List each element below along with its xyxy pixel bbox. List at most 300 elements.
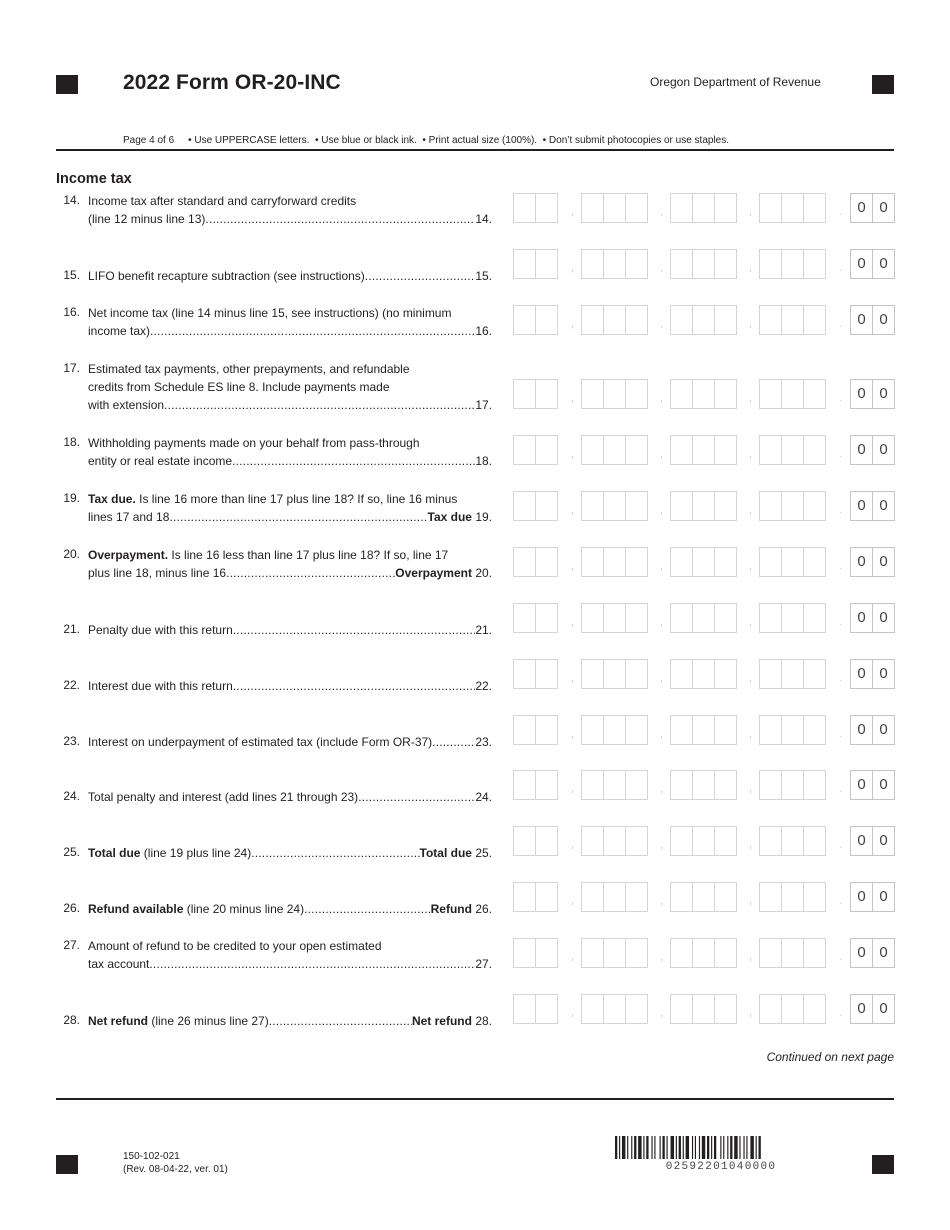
digit-cell[interactable] [536,380,557,408]
digit-cell[interactable] [693,660,715,688]
digit-cell[interactable] [760,883,782,911]
digit-cell[interactable] [782,250,804,278]
digit-group[interactable] [513,882,558,912]
digit-cell[interactable] [604,604,626,632]
digit-group[interactable] [670,882,737,912]
digit-cell[interactable] [626,660,647,688]
digit-cell[interactable] [804,771,825,799]
separator-decimal: . [839,560,843,572]
separator-comma: , [571,318,575,330]
digit-cell[interactable] [715,771,736,799]
digit-cell[interactable] [715,660,736,688]
digit-cell[interactable] [671,380,693,408]
digit-cell[interactable] [514,771,536,799]
digit-cell[interactable] [715,250,736,278]
digit-cell[interactable] [582,604,604,632]
digit-cell[interactable] [582,306,604,334]
digit-group[interactable] [581,305,648,335]
footer-divider [56,1098,894,1100]
digit-cell[interactable] [760,771,782,799]
digit-cell[interactable] [715,194,736,222]
digit-cell[interactable] [760,250,782,278]
digit-group[interactable] [513,193,558,223]
digit-cell[interactable] [671,883,693,911]
digit-cell[interactable] [536,660,557,688]
digit-cell[interactable] [604,492,626,520]
digit-cell[interactable] [536,883,557,911]
amount-field[interactable] [513,770,897,802]
digit-cell[interactable] [514,827,536,855]
digit-cell[interactable] [760,827,782,855]
digit-cell[interactable] [760,380,782,408]
digit-cell[interactable] [693,250,715,278]
digit-cell[interactable] [782,995,804,1023]
digit-cell[interactable] [804,604,825,632]
separator-decimal: . [839,616,843,628]
digit-group[interactable] [581,491,648,521]
instruction-no-photocopies: • Don’t submit photocopies or use staples. [542,135,730,146]
digit-cell[interactable] [715,548,736,576]
cents-digit: 0 [879,776,888,793]
line-number: 16. [63,305,80,319]
digit-group[interactable] [759,882,826,912]
digit-group[interactable] [513,249,558,279]
digit-group[interactable] [513,826,558,856]
digit-cell[interactable] [626,250,647,278]
separator-decimal: . [839,1007,843,1019]
digit-cell[interactable] [626,548,647,576]
line-end-number: 24. [475,790,492,804]
digit-group[interactable] [759,193,826,223]
line-bold-label: Total due [88,846,141,860]
digit-cell[interactable] [693,194,715,222]
line-description [88,304,492,340]
separator-comma: , [749,262,753,274]
digit-group[interactable] [513,603,558,633]
amount-field[interactable] [513,547,897,579]
amount-field[interactable] [513,603,897,635]
digit-group[interactable] [759,435,826,465]
digit-group[interactable] [670,379,737,409]
digit-group[interactable] [581,826,648,856]
digit-group[interactable] [759,305,826,335]
digit-cell[interactable] [536,995,557,1023]
digit-cell[interactable] [715,939,736,967]
line-end-number: 23. [475,735,492,749]
digit-cell[interactable] [536,194,557,222]
dot-leader [233,621,476,639]
form-revision: (Rev. 08-04-22, ver. 01) [123,1164,228,1175]
digit-cell[interactable] [715,716,736,744]
digit-group[interactable] [581,435,648,465]
digit-group[interactable] [670,193,737,223]
digit-group[interactable] [759,603,826,633]
digit-cell[interactable] [782,716,804,744]
barcode-bar [643,1136,644,1159]
digit-group[interactable] [670,491,737,521]
digit-cell[interactable] [582,716,604,744]
digit-cell[interactable] [582,194,604,222]
digit-cell[interactable] [671,250,693,278]
digit-cell[interactable] [715,995,736,1023]
digit-cell[interactable] [536,604,557,632]
digit-cell[interactable] [582,660,604,688]
digit-cell[interactable] [626,995,647,1023]
digit-cell[interactable] [626,380,647,408]
digit-cell[interactable] [804,660,825,688]
digit-cell[interactable] [604,939,626,967]
line-end-label: Net refund [411,1014,472,1028]
digit-cell[interactable] [514,250,536,278]
digit-cell[interactable] [671,604,693,632]
digit-group[interactable] [759,715,826,745]
digit-cell[interactable] [536,716,557,744]
digit-cell[interactable] [804,716,825,744]
digit-cell[interactable] [760,939,782,967]
digit-cell[interactable] [760,604,782,632]
digit-group[interactable] [581,379,648,409]
digit-group[interactable] [581,882,648,912]
digit-cell[interactable] [536,548,557,576]
line-number: 22. [63,678,80,692]
barcode-bar [638,1136,641,1159]
digit-cell[interactable] [536,827,557,855]
amount-field[interactable] [513,379,897,411]
digit-cell[interactable] [582,939,604,967]
digit-group[interactable] [759,938,826,968]
digit-cell[interactable] [671,827,693,855]
digit-cell[interactable] [514,380,536,408]
amount-field[interactable] [513,305,897,337]
digit-cell[interactable] [626,771,647,799]
digit-group[interactable] [581,547,648,577]
description-row [88,1012,492,1030]
barcode-bar [634,1136,636,1159]
digit-cell[interactable] [604,250,626,278]
digit-group[interactable] [670,770,737,800]
amount-field[interactable] [513,193,897,225]
digit-cell[interactable] [715,604,736,632]
barcode-bar [702,1136,705,1159]
digit-group[interactable] [670,249,737,279]
digit-group[interactable] [513,491,558,521]
separator-comma: , [749,951,753,963]
digit-cell[interactable] [804,548,825,576]
amount-field[interactable] [513,715,897,747]
amount-field[interactable] [513,882,897,914]
digit-group[interactable] [670,659,737,689]
amount-field[interactable] [513,491,897,523]
cents-box [850,379,895,409]
digit-cell[interactable] [514,883,536,911]
digit-group[interactable] [670,994,737,1024]
digit-cell[interactable] [671,548,693,576]
digit-cell[interactable] [671,306,693,334]
digit-group[interactable] [759,249,826,279]
digit-cell[interactable] [514,995,536,1023]
digit-group[interactable] [581,938,648,968]
digit-group[interactable] [670,547,737,577]
digit-cell[interactable] [693,492,715,520]
digit-cell[interactable] [804,250,825,278]
digit-cell[interactable] [760,660,782,688]
digit-cell[interactable] [582,380,604,408]
digit-group[interactable] [759,379,826,409]
digit-cell[interactable] [626,604,647,632]
description-row [88,490,492,508]
digit-cell[interactable] [514,716,536,744]
digit-cell[interactable] [760,492,782,520]
description-row [88,267,492,285]
digit-cell[interactable] [782,306,804,334]
digit-cell[interactable] [693,827,715,855]
digit-group[interactable] [670,603,737,633]
digit-group[interactable] [759,770,826,800]
digit-group[interactable] [581,994,648,1024]
digit-cell[interactable] [693,771,715,799]
barcode-bar [739,1136,740,1159]
digit-cell[interactable] [671,436,693,464]
digit-cell[interactable] [582,995,604,1023]
instruction-print-size: • Print actual size (100%). [422,135,538,146]
amount-field[interactable] [513,659,897,691]
digit-cell[interactable] [626,883,647,911]
digit-cell[interactable] [604,436,626,464]
digit-cell[interactable] [782,660,804,688]
digit-cell[interactable] [715,492,736,520]
digit-cell[interactable] [582,436,604,464]
digit-cell[interactable] [671,194,693,222]
dot-leader [358,788,475,806]
barcode-bar [695,1136,696,1159]
digit-group[interactable] [513,994,558,1024]
separator-comma: , [749,783,753,795]
separator-decimal: . [839,672,843,684]
digit-cell[interactable] [604,883,626,911]
amount-field[interactable] [513,994,897,1026]
digit-cell[interactable] [536,306,557,334]
digit-cell[interactable] [693,436,715,464]
digit-cell[interactable] [671,995,693,1023]
digit-group[interactable] [513,770,558,800]
digit-cell[interactable] [536,939,557,967]
digit-cell[interactable] [626,716,647,744]
digit-cell[interactable] [514,604,536,632]
digit-cell[interactable] [582,492,604,520]
dot-leader [150,322,475,340]
digit-group[interactable] [759,994,826,1024]
digit-cell[interactable] [782,194,804,222]
digit-group[interactable] [581,770,648,800]
digit-group[interactable] [581,603,648,633]
digit-group[interactable] [759,491,826,521]
separator-comma: , [571,392,575,404]
barcode-bar [667,1136,668,1159]
digit-group[interactable] [759,659,826,689]
digit-cell[interactable] [693,883,715,911]
digit-cell[interactable] [626,827,647,855]
digit-cell[interactable] [604,380,626,408]
barcode-bar [615,1136,617,1159]
digit-cell[interactable] [514,492,536,520]
digit-cell[interactable] [582,827,604,855]
digit-cell[interactable] [582,883,604,911]
digit-cell[interactable] [626,436,647,464]
digit-cell[interactable] [782,436,804,464]
amount-field[interactable] [513,938,897,970]
digit-cell[interactable] [671,492,693,520]
amount-field[interactable] [513,435,897,467]
digit-cell[interactable] [671,939,693,967]
digit-cell[interactable] [715,883,736,911]
digit-group[interactable] [513,938,558,968]
digit-cell[interactable] [693,306,715,334]
digit-group[interactable] [513,659,558,689]
cents-digit: 0 [851,995,873,1023]
digit-cell[interactable] [715,436,736,464]
line-number: 25. [63,845,80,859]
digit-cell[interactable] [693,548,715,576]
digit-cell[interactable] [782,771,804,799]
digit-cell[interactable] [760,548,782,576]
digit-cell[interactable] [604,771,626,799]
separator-comma: , [571,262,575,274]
digit-group[interactable] [670,715,737,745]
digit-cell[interactable] [782,883,804,911]
digit-cell[interactable] [514,548,536,576]
digit-group[interactable] [581,193,648,223]
separator-decimal: . [839,839,843,851]
line-bold-label: Net refund [88,1014,148,1028]
amount-field[interactable] [513,249,897,281]
digit-cell[interactable] [782,380,804,408]
digit-group[interactable] [513,379,558,409]
digit-cell[interactable] [760,306,782,334]
digit-cell[interactable] [671,660,693,688]
dot-leader [164,396,475,414]
digit-cell[interactable] [671,771,693,799]
digit-group[interactable] [581,249,648,279]
digit-cell[interactable] [715,380,736,408]
digit-cell[interactable] [514,660,536,688]
barcode-bar [699,1136,700,1159]
digit-cell[interactable] [782,827,804,855]
description-row [88,378,492,396]
cents-digit: 0 [879,888,888,905]
digit-cell[interactable] [760,995,782,1023]
digit-cell[interactable] [782,492,804,520]
digit-cell[interactable] [626,939,647,967]
digit-group[interactable] [759,547,826,577]
separator-comma: , [749,206,753,218]
cents-digit: 0 [851,492,873,520]
digit-group[interactable] [581,659,648,689]
digit-cell[interactable] [760,436,782,464]
digit-cell[interactable] [804,995,825,1023]
line-description [88,360,492,414]
digit-cell[interactable] [626,306,647,334]
digit-cell[interactable] [604,827,626,855]
separator-comma: , [749,318,753,330]
digit-cell[interactable] [760,716,782,744]
digit-cell[interactable] [804,436,825,464]
cents-digit: 0 [879,311,888,328]
digit-group[interactable] [670,305,737,335]
digit-cell[interactable] [715,306,736,334]
digit-cell[interactable] [604,194,626,222]
digit-cell[interactable] [804,939,825,967]
description-row [88,844,492,862]
digit-cell[interactable] [804,380,825,408]
digit-group[interactable] [581,715,648,745]
digit-cell[interactable] [693,995,715,1023]
digit-cell[interactable] [671,716,693,744]
barcode-bar [723,1136,724,1159]
digit-cell[interactable] [582,548,604,576]
digit-group[interactable] [759,826,826,856]
digit-group[interactable] [513,715,558,745]
digit-cell[interactable] [715,827,736,855]
digit-group[interactable] [670,435,737,465]
digit-cell[interactable] [626,492,647,520]
digit-cell[interactable] [804,883,825,911]
digit-cell[interactable] [514,939,536,967]
header-divider [56,149,894,151]
amount-field[interactable] [513,826,897,858]
digit-cell[interactable] [604,660,626,688]
digit-cell[interactable] [514,306,536,334]
description-row [88,733,492,751]
digit-cell[interactable] [804,306,825,334]
digit-cell[interactable] [514,194,536,222]
description-row [88,788,492,806]
digit-cell[interactable] [582,250,604,278]
digit-group[interactable] [670,938,737,968]
digit-cell[interactable] [693,380,715,408]
digit-cell[interactable] [782,939,804,967]
digit-cell[interactable] [804,194,825,222]
digit-cell[interactable] [760,194,782,222]
form-number: 150-102-021 [123,1151,180,1162]
cents-box [850,603,895,633]
digit-group[interactable] [670,826,737,856]
digit-cell[interactable] [804,827,825,855]
digit-cell[interactable] [604,716,626,744]
digit-cell[interactable] [536,250,557,278]
digit-group[interactable] [513,547,558,577]
digit-cell[interactable] [604,306,626,334]
digit-cell[interactable] [536,771,557,799]
digit-cell[interactable] [693,604,715,632]
digit-cell[interactable] [782,604,804,632]
registration-mark-bottom-left [56,1155,78,1174]
cents-digit: 0 [851,660,873,688]
digit-cell[interactable] [782,548,804,576]
separator-comma: , [660,839,664,851]
digit-cell[interactable] [582,771,604,799]
digit-cell[interactable] [626,194,647,222]
digit-cell[interactable] [604,548,626,576]
digit-cell[interactable] [514,436,536,464]
digit-cell[interactable] [604,995,626,1023]
digit-group[interactable] [513,435,558,465]
digit-cell[interactable] [536,492,557,520]
digit-cell[interactable] [693,939,715,967]
digit-cell[interactable] [693,716,715,744]
digit-cell[interactable] [804,492,825,520]
digit-cell[interactable] [536,436,557,464]
digit-group[interactable] [513,305,558,335]
